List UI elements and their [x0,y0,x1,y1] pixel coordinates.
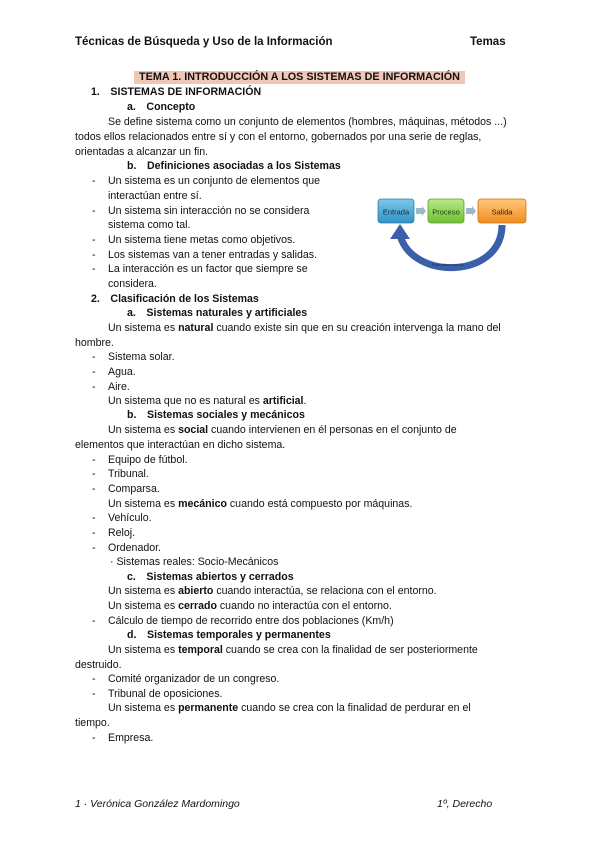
system-diagram [376,187,530,277]
abierto-def: Un sistema es abierto cuando interactúa, se relaciona con el entorno. [108,585,437,597]
artificial-def: Un sistema que no es natural es artificial. [108,395,307,407]
heading-2a: a. Sistemas naturales y artificiales [127,307,308,319]
bullet-dash: - [92,673,96,685]
concept-line-1: Se define sistema como un conjunto de elementos (hombres, máquinas, métodos ...) [108,116,507,128]
social-def: Un sistema es social cuando intervienen en él personas en el conjunto de [108,424,457,436]
bullet-dash: - [92,468,96,480]
bullet-dash: - [92,542,96,554]
heading-1: 1. SISTEMAS DE INFORMACIÓN [91,86,262,98]
bullet-dash: - [92,527,96,539]
heading-2b: b. Sistemas sociales y mecánicos [127,409,305,421]
list-item: Agua. [108,366,136,378]
process-label: Proceso [432,207,460,217]
list-item: Tribunal. [108,468,149,480]
concept-line-2: todos ellos relacionados entre sí y con el entorno, gobernados por una serie de reglas, [75,131,482,143]
list-item: Reloj. [108,527,136,539]
mecanico-def: Un sistema es mecánico cuando está compuesto por máquinas. [108,498,413,510]
list-item: Tribunal de oposiciones. [108,688,223,700]
heading-1a: a. Concepto [127,101,196,113]
def-2: Un sistema sin interacción no se considera [108,205,310,217]
def-5: La interacción es un factor que siempre se [108,263,308,275]
list-item: Aire. [108,381,130,393]
bullet-dash: - [92,234,96,246]
header-section: Temas [470,36,506,48]
bullet-dash: - [92,381,96,393]
social-def-cont: elementos que interactúan en dicho sistema. [75,439,286,451]
list-item: Comité organizador de un congreso. [108,673,280,685]
def-4: Los sistemas van a tener entradas y salidas. [108,249,318,261]
footer-author: 1 · Verónica González Mardomingo [75,798,240,810]
heading-2: 2. Clasificación de los Sistemas [91,293,259,305]
cerrado-def: Un sistema es cerrado cuando no interactúa con el entorno. [108,600,392,612]
bullet-dash: - [92,732,96,744]
input-label: Entrada [382,207,410,217]
bullet-dash: - [92,454,96,466]
real-systems-note: · Sistemas reales: Socio-Mecánicos [110,556,279,568]
bullet-dash: - [92,263,96,275]
natural-def: Un sistema es natural cuando existe sin que en su creación intervenga la mano del [108,322,501,334]
list-item: Equipo de fútbol. [108,454,188,466]
permanente-def: Un sistema es permanente cuando se crea con la finalidad de perdurar en el [108,702,471,714]
arrow-right-icon [416,206,426,216]
header-course: Técnicas de Búsqueda y Uso de la Información [75,36,333,48]
permanente-def-cont: tiempo. [75,717,110,729]
bullet-dash: - [92,688,96,700]
arrow-right-icon [466,206,476,216]
list-item: Vehículo. [108,512,152,524]
bullet-dash: - [92,175,96,187]
heading-2d: d. Sistemas temporales y permanentes [127,629,331,641]
concept-line-3: orientadas a alcanzar un fin. [75,146,209,158]
list-item: Comparsa. [108,483,160,495]
bullet-dash: - [92,366,96,378]
def-1: Un sistema es un conjunto de elementos que [108,175,321,187]
bullet-dash: - [92,512,96,524]
list-item: Cálculo de tiempo de recorrido entre dos poblaciones (Km/h) [108,615,394,627]
list-item: Ordenador. [108,542,162,554]
feedback-label: Retroalimentación [431,262,465,267]
natural-def-cont: hombre. [75,337,114,349]
def-2-cont: sistema como tal. [108,219,191,231]
output-label: Salida [491,207,513,217]
list-item: Empresa. [108,732,154,744]
def-3: Un sistema tiene metas como objetivos. [108,234,296,246]
bullet-dash: - [92,249,96,261]
heading-1b: b. Definiciones asociadas a los Sistemas [127,160,341,172]
bullet-dash: - [92,483,96,495]
list-item: Sistema solar. [108,351,175,363]
bullet-dash: - [92,615,96,627]
temporal-def-cont: destruido. [75,659,122,671]
bullet-dash: - [92,205,96,217]
bullet-dash: - [92,351,96,363]
def-5-cont: considera. [108,278,157,290]
temporal-def: Un sistema es temporal cuando se crea con la finalidad de ser posteriormente [108,644,478,656]
arrow-up-icon [390,224,410,239]
footer-course: 1º, Derecho [437,798,493,810]
page-title: TEMA 1. INTRODUCCIÓN A LOS SISTEMAS DE INFORMACIÓN [139,71,460,83]
def-1-cont: interactúan entre sí. [108,190,202,202]
heading-2c: c. Sistemas abiertos y cerrados [127,571,294,583]
